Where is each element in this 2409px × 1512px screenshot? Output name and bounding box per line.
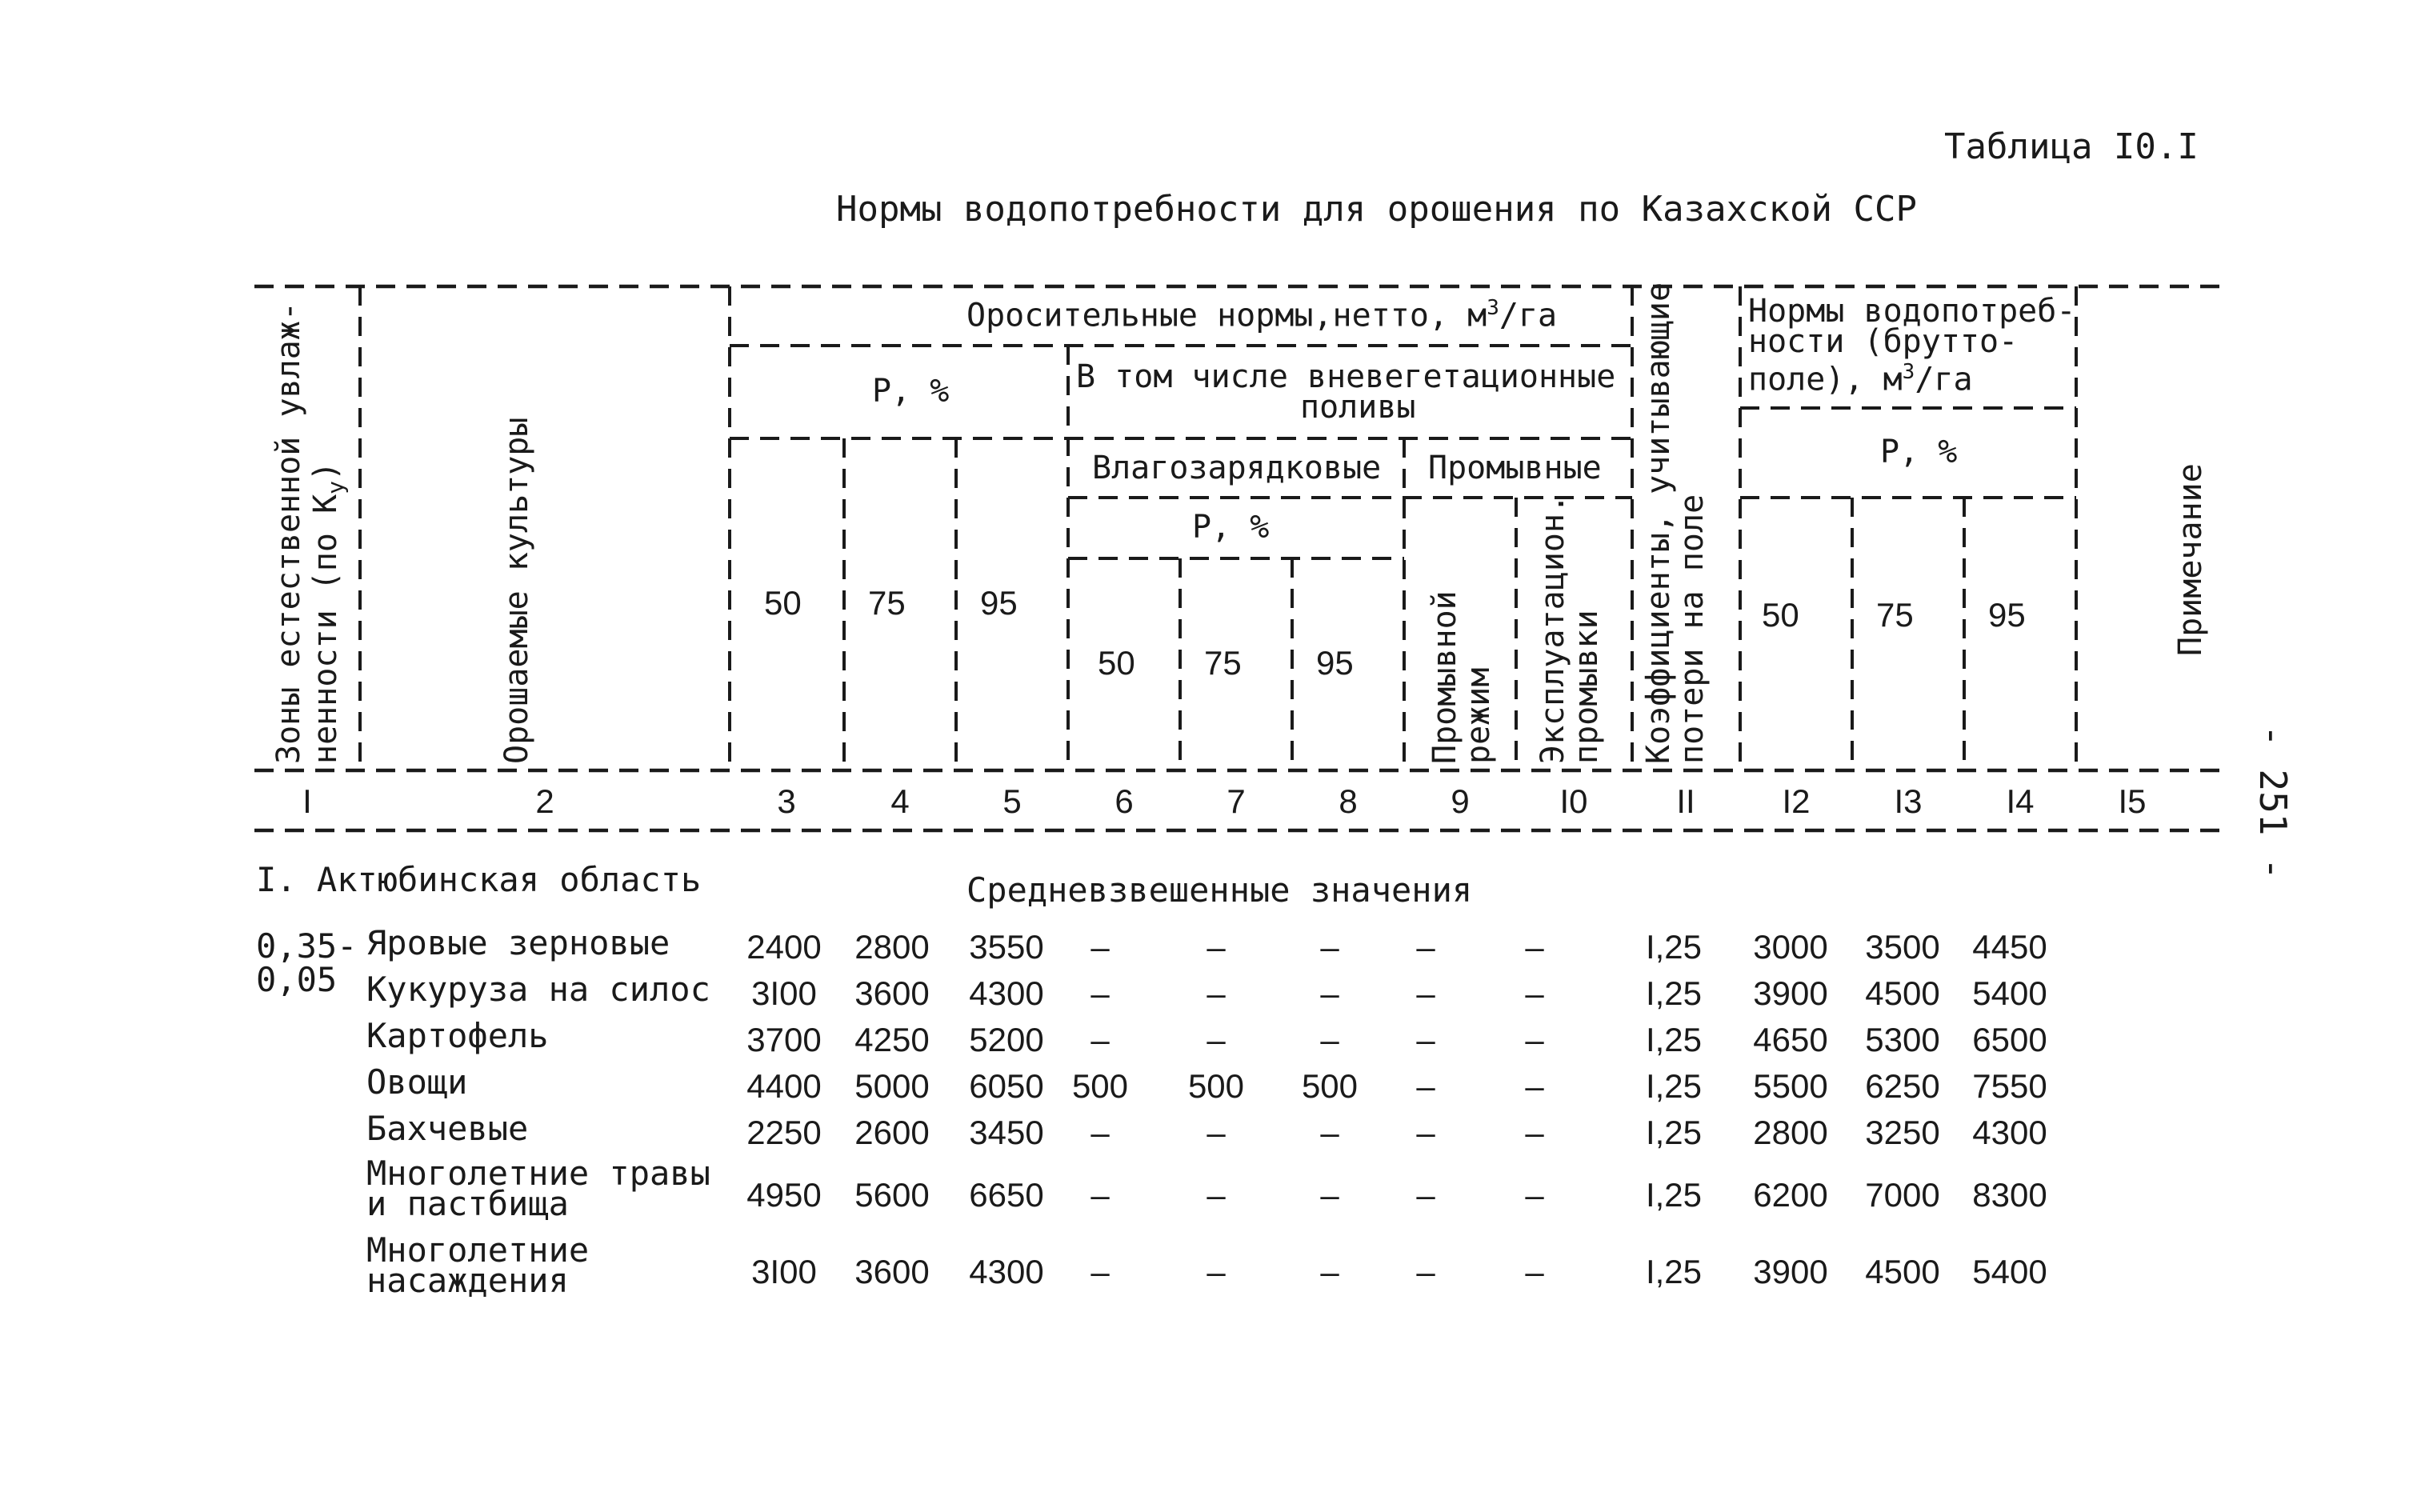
column-number: 6 xyxy=(1114,782,1134,820)
column-number: 3 xyxy=(777,782,796,820)
table-cell: 500 xyxy=(1187,1067,1245,1105)
table-cell: 6050 xyxy=(969,1067,1044,1105)
crop-name: Овощи xyxy=(366,1062,468,1102)
column-number: 2 xyxy=(535,782,554,820)
section-title: I. Актюбинская область xyxy=(256,860,702,899)
table-cell: 5400 xyxy=(1972,974,2047,1012)
table-cell: – xyxy=(1416,928,1435,966)
table-cell: 2600 xyxy=(854,1114,930,1151)
crop-name: Картофель xyxy=(366,1016,549,1055)
table-cell: 6500 xyxy=(1972,1021,2047,1058)
table-cell: – xyxy=(1207,1114,1226,1151)
table-cell: 500 xyxy=(1301,1067,1359,1105)
table-cell: 4400 xyxy=(746,1067,822,1105)
column-number: I0 xyxy=(1559,782,1588,820)
table-label: Таблица I0.I xyxy=(1944,126,2199,167)
header-irrigation-norms: Оросительные нормы,нетто, $м^3/га$ xyxy=(966,296,1558,334)
table-cell: – xyxy=(1525,1114,1544,1151)
header-non-veg-2: поливы xyxy=(1300,389,1416,426)
header-nonveg-50: 50 xyxy=(1098,644,1135,682)
table-cell: – xyxy=(1416,1067,1435,1105)
table-cell: 5000 xyxy=(854,1067,930,1105)
table-cell: I,25 xyxy=(1645,928,1703,966)
table-cell: 2250 xyxy=(746,1114,822,1151)
table-cell: 5200 xyxy=(969,1021,1044,1058)
column-number: 4 xyxy=(890,782,910,820)
column-number: 9 xyxy=(1451,782,1470,820)
column-header-operational-washing: Эксплуатацион. промывки xyxy=(1535,494,1605,764)
table-cell: 4950 xyxy=(746,1176,822,1214)
page-title: Нормы водопотребности для орошения по Казахской ССР xyxy=(836,189,1918,230)
table-cell: I,25 xyxy=(1645,1067,1703,1105)
table-cell: I,25 xyxy=(1645,1021,1703,1058)
table-cell: 3250 xyxy=(1865,1114,1940,1151)
table-cell: 5400 xyxy=(1972,1253,2047,1290)
table-cell: 3I00 xyxy=(751,974,817,1012)
table-cell: I,25 xyxy=(1645,974,1703,1012)
column-number: I4 xyxy=(2006,782,2035,820)
header-gross-75: 75 xyxy=(1876,596,1914,634)
table-cell: – xyxy=(1416,1176,1435,1214)
table-cell: – xyxy=(1416,1114,1435,1151)
table-cell: – xyxy=(1090,1253,1110,1290)
header-non-veg: В том числе вневегетационные xyxy=(1076,358,1616,395)
crop-name: Яровые зерновые xyxy=(366,923,670,962)
table-cell: 4300 xyxy=(969,974,1044,1012)
table-cell: – xyxy=(1207,1021,1226,1058)
table-cell: – xyxy=(1090,974,1110,1012)
header-nonveg-75: 75 xyxy=(1204,644,1242,682)
column-number: 8 xyxy=(1339,782,1358,820)
table-cell: – xyxy=(1525,1067,1544,1105)
table-cell: 5600 xyxy=(854,1176,930,1214)
section-subtitle: Средневзвешенные значения xyxy=(966,870,1473,910)
table-cell: – xyxy=(1525,928,1544,966)
column-number: I2 xyxy=(1782,782,1811,820)
table-cell: 3900 xyxy=(1753,974,1828,1012)
table-cell: 4650 xyxy=(1753,1021,1828,1058)
table-cell: 7000 xyxy=(1865,1176,1940,1214)
table-cell: 3600 xyxy=(854,1253,930,1290)
column-number: 7 xyxy=(1227,782,1246,820)
header-p-percent-nonveg: Р, % xyxy=(1192,509,1270,546)
table-cell: 4500 xyxy=(1865,974,1940,1012)
table-cell: – xyxy=(1320,1114,1339,1151)
column-header-washing-regime: Промывной режим xyxy=(1427,590,1497,764)
column-number: I xyxy=(302,782,312,820)
table-cell: 4450 xyxy=(1972,928,2047,966)
table-cell: – xyxy=(1320,1021,1339,1058)
table-cell: – xyxy=(1416,1021,1435,1058)
table-cell: 3900 xyxy=(1753,1253,1828,1290)
table-cell: 6250 xyxy=(1865,1067,1940,1105)
table-cell: – xyxy=(1207,1176,1226,1214)
table-cell: 4500 xyxy=(1865,1253,1940,1290)
table-cell: 500 xyxy=(1071,1067,1129,1105)
table-cell: 3600 xyxy=(854,974,930,1012)
table-cell: 4300 xyxy=(969,1253,1044,1290)
page-number: - 251 - xyxy=(2251,725,2295,880)
table-cell: – xyxy=(1416,974,1435,1012)
table-cell: 2800 xyxy=(854,928,930,966)
table-cell: – xyxy=(1207,974,1226,1012)
table-cell: – xyxy=(1320,1176,1339,1214)
header-nonveg-95: 95 xyxy=(1316,644,1354,682)
header-p-95: 95 xyxy=(980,584,1018,622)
table-cell: 3700 xyxy=(746,1021,822,1058)
header-p-75: 75 xyxy=(868,584,906,622)
table-cell: – xyxy=(1090,1114,1110,1151)
table-cell: 2400 xyxy=(746,928,822,966)
header-washing: Промывные xyxy=(1428,450,1602,486)
header-p-percent-gross: Р, % xyxy=(1880,434,1958,470)
table-cell: – xyxy=(1525,1021,1544,1058)
table-cell: – xyxy=(1416,1253,1435,1290)
column-header-note: Примечание xyxy=(2172,463,2209,656)
table-cell: 4300 xyxy=(1972,1114,2047,1151)
table-cell: – xyxy=(1320,928,1339,966)
column-number: II xyxy=(1676,782,1695,820)
crop-name: Кукуруза на силос xyxy=(366,970,710,1009)
table-cell: – xyxy=(1320,974,1339,1012)
table-cell: 4250 xyxy=(854,1021,930,1058)
table-cell: 6200 xyxy=(1753,1176,1828,1214)
header-gross-95: 95 xyxy=(1988,596,2026,634)
crop-name: Многолетние травы и пастбища xyxy=(366,1154,710,1223)
table-cell: – xyxy=(1207,1253,1226,1290)
column-number: 5 xyxy=(1002,782,1022,820)
table-cell: I,25 xyxy=(1645,1253,1703,1290)
table-cell: 3450 xyxy=(969,1114,1044,1151)
table-cell: I,25 xyxy=(1645,1176,1703,1214)
column-number: I5 xyxy=(2118,782,2147,820)
header-p-percent-main: Р, % xyxy=(872,373,950,410)
table-cell: 2800 xyxy=(1753,1114,1828,1151)
table-cell: 3500 xyxy=(1865,928,1940,966)
column-header-coefficients: Коэффициенты, учитывающие потери на поле xyxy=(1640,282,1711,764)
table-cell: 5500 xyxy=(1753,1067,1828,1105)
zone-value: 0,35- 0,05 xyxy=(256,926,358,999)
header-moisture-charging: Влагозарядковые xyxy=(1092,450,1382,486)
table-cell: – xyxy=(1320,1253,1339,1290)
header-gross-norms: Нормы водопотреб- ности (брутто- поле), $м^3/га$ xyxy=(1748,293,2076,398)
table-cell: – xyxy=(1090,928,1110,966)
table-cell: 8300 xyxy=(1972,1176,2047,1214)
table-cell: – xyxy=(1525,1176,1544,1214)
table-cell: 3I00 xyxy=(751,1253,817,1290)
column-number: I3 xyxy=(1894,782,1923,820)
table-cell: – xyxy=(1090,1021,1110,1058)
table-cell: 7550 xyxy=(1972,1067,2047,1105)
table-cell: – xyxy=(1207,928,1226,966)
table-cell: 3550 xyxy=(969,928,1044,966)
header-gross-50: 50 xyxy=(1762,596,1799,634)
table-cell: 5300 xyxy=(1865,1021,1940,1058)
header-p-50: 50 xyxy=(764,584,802,622)
column-header-crops: Орошаемые культуры xyxy=(498,417,535,764)
table-cell: – xyxy=(1090,1176,1110,1214)
table-cell: I,25 xyxy=(1645,1114,1703,1151)
table-cell: 6650 xyxy=(969,1176,1044,1214)
column-header-zone: Зоны естественной увлаж- ненности (по $К_у$) xyxy=(270,302,349,764)
table-cell: – xyxy=(1525,974,1544,1012)
crop-name: Бахчевые xyxy=(366,1109,529,1148)
crop-name: Многолетние насаждения xyxy=(366,1230,590,1300)
table-cell: – xyxy=(1525,1253,1544,1290)
table-cell: 3000 xyxy=(1753,928,1828,966)
